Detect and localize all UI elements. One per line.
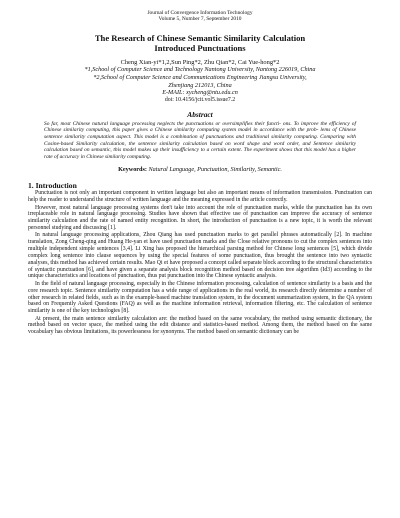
paragraph-5: At present, the main sentence similarity calculation are: the method based on the same vocabulary, the method using semantic dictionary, the method based on vector space, the method using the edit distance and statistics-based method. Among them, the method based on the same vocabulary has obvious limitations, its powerlessness for synonyms. The method based on semantic dictionary can be bbox=[28, 315, 372, 336]
keywords-text: Natural Language, Punctuation, Similarity, Semantic. bbox=[148, 166, 282, 174]
journal-issue: Volume 5, Number 7, September 2010 bbox=[158, 16, 242, 23]
abstract-text: So far, most Chinese natural language processing neglects the punctuations or oversimplifies their functi- ons. To improve the efficiency of Chinese similarity computing, this paper gives a Chinese similarity computing system model in accordance with the prob- lems of Chinese sentence similarity computation aspect. This model is a combination of punctuations and traditional similarity computing. Comparing with Cosine-based Similarity calculation, the sentence similarity calculation based on word shape and word order, and Sentence similarity calculation based on semantic, this model makes up their insufficiency to a certain extent. The experiment shows that this model has a higher rate of accuracy in Chinese similarity computing. bbox=[44, 120, 356, 160]
section-heading: 1. Introduction bbox=[28, 181, 77, 191]
paragraph-4: In the field of natural language processing, especially in the Chinese information processing, calculation of sentence similarity is a basis and the core research topic. Sentence similarity computation has a wide range of applications in the real world, its research directly determine a number of other research in related fields, such as in the example-based machine translation system, in the document summarization system, in the QA system based on Frequently Asked Questions (FAQ) as well as the machine information retrieval, information filtering, etc. The calculation of sentence similarity is one of the key technologies [8]. bbox=[28, 280, 372, 315]
affiliation-2-city: Zhenjiang 212013, China bbox=[168, 81, 232, 89]
title-line-2: Introduced Punctuations bbox=[154, 42, 246, 53]
paragraph-3: In natural language processing applications, Zhou Qiang has used punctuation marks to get parallel phrases automatically [2]. In machine translation, Zong Cheng-qing and Huang He-yan et have used punctuation marks and the Close relative pronouns to cut the complex sentences into multiple independent simple sentences [3,4]. Li Xing has proposed the hierarchical parsing method for Chinese long sentences [5], which divide complex long sentence into clause sequences by using the special features of some punctuation, thus brought the sentence into two syntactic analyses, this method has achieved certain results. Mao Qi et have proposed a concept called separate block according to the structural characteristics of syntactic punctuation [6], and have given a separate analysis block recognition method based on decision tree algorithm (Id3) according to the unique characteristics and locations of punctuation, thus put punctuation into the Chinese syntactic analysis. bbox=[28, 232, 372, 280]
author-email: E-MAIL: xycheng@ntu.edu.cn bbox=[162, 89, 238, 97]
journal-name: Journal of Convergence Information Technology bbox=[147, 10, 253, 16]
keywords-line bbox=[28, 166, 372, 174]
title-line-1: The Research of Chinese Semantic Similarity Calculation bbox=[94, 32, 306, 43]
paragraph-1: Punctuation is not only an important component in written language but also an important means of information transmission. Punctuation can help the reader to understand the structure of written language and the meaning expressed in the article correctly. bbox=[28, 190, 372, 204]
affiliation-2: *2,School of Computer Science and Communications Engineering Jiangsu University, bbox=[93, 74, 307, 81]
keywords-label: Keywords: bbox=[118, 166, 147, 174]
affiliation-1: *1,School of Computer Science and Technology Nantong University, Nantong 226019, China bbox=[84, 66, 316, 74]
paragraph-2: However, most natural language processing systems don't take into account the role of punctuation marks, while the punctuation has its own irreplaceable role in natural language processing. Studies have shown that effective use of punctuation can improve the accuracy of sentence similarity calculation and the rate of named entity recognition. In short, the introduction of punctuation is a new topic, it is worth the relevant personnel studying and discussing [1]. bbox=[28, 204, 372, 232]
paper-title bbox=[28, 33, 372, 53]
journal-header bbox=[28, 10, 372, 23]
affiliations bbox=[28, 66, 372, 96]
doi: doi: 10.4156/jcit.vol5.issue7.2 bbox=[164, 96, 236, 103]
abstract-heading: Abstract bbox=[187, 109, 213, 119]
body-text bbox=[28, 190, 372, 336]
author-list: Cheng Xian-yi*1,2,Sun Ping*2, Zhu Qian*2, Cai Yue-hong*2 bbox=[120, 58, 280, 66]
